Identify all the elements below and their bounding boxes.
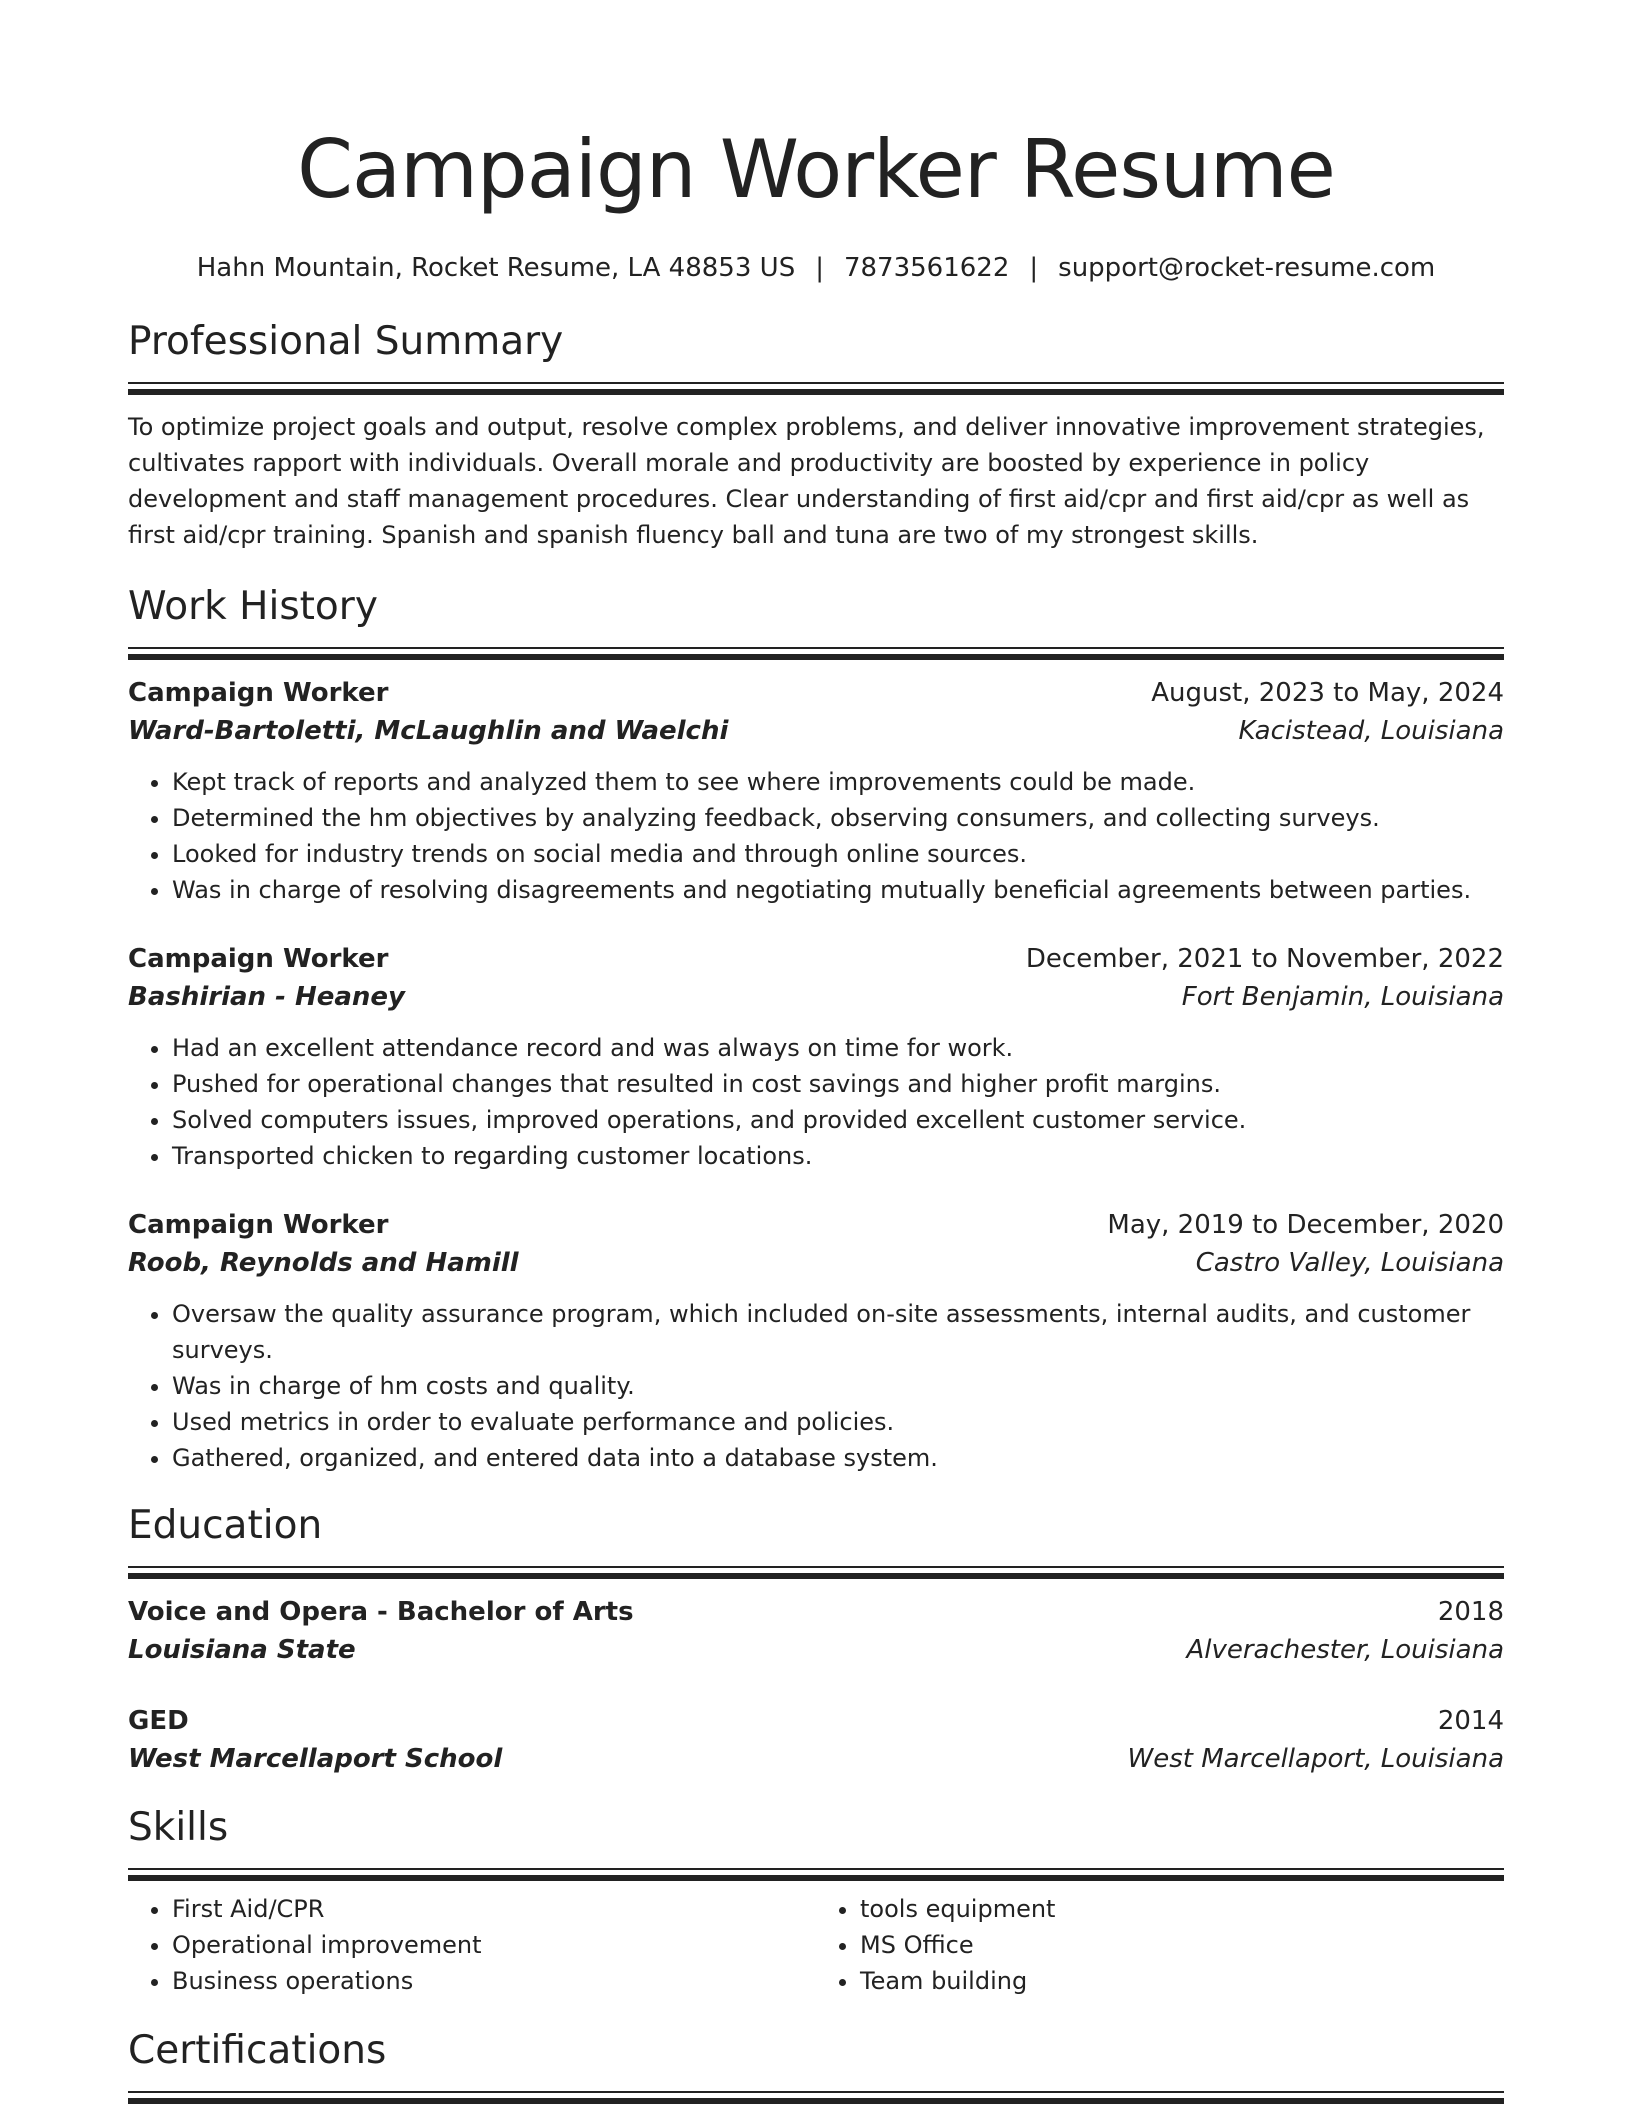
education-section (128, 1500, 1504, 1778)
section-divider (128, 382, 1504, 395)
education-degree: Voice and Opera - Bachelor of Arts (128, 1597, 634, 1627)
skills-list-left (128, 1891, 816, 1999)
job-company: Ward-Bartoletti, McLaughlin and Waelchi (128, 716, 729, 746)
job-subheader (128, 1244, 1504, 1282)
list-item: • Pushed for operational changes that resulted in cost savings and higher profit margins. (172, 1066, 1504, 1102)
skill-item: • tools equipment (860, 1891, 1504, 1927)
education-subheader (128, 1631, 1504, 1669)
job-location: Fort Benjamin, Louisiana (1181, 982, 1504, 1012)
list-item: • Determined the hm objectives by analyzing feedback, observing consumers, and collecting surveys. (172, 800, 1504, 836)
education-location: Alverachester, Louisiana (1186, 1635, 1504, 1665)
job-entry (128, 940, 1504, 1174)
list-item: • Used metrics in order to evaluate performance and policies. (172, 1404, 1504, 1440)
job-title: Campaign Worker (128, 944, 389, 974)
job-location: Castro Valley, Louisiana (1195, 1248, 1504, 1278)
education-location: West Marcellaport, Louisiana (1127, 1744, 1504, 1774)
job-header (128, 674, 1504, 712)
job-entry (128, 1206, 1504, 1476)
section-heading: Professional Summary (128, 319, 564, 364)
skills-section (128, 1802, 1504, 1999)
contact-address: Hahn Mountain, Rocket Resume, LA 48853 US (196, 253, 796, 283)
education-year: 2014 (1437, 1706, 1504, 1736)
contact-separator: | (815, 253, 824, 283)
work-section (128, 581, 1504, 1476)
skill-item: • MS Office (860, 1927, 1504, 1963)
job-entry (128, 674, 1504, 908)
education-school: West Marcellaport School (128, 1744, 503, 1774)
job-company: Bashirian - Heaney (128, 982, 405, 1012)
list-item: • Looked for industry trends on social media and through online sources. (172, 836, 1504, 872)
job-company: Roob, Reynolds and Hamill (128, 1248, 519, 1278)
job-location: Kacistead, Louisiana (1238, 716, 1504, 746)
education-entry (128, 1702, 1504, 1778)
skill-item: • First Aid/CPR (172, 1891, 816, 1927)
section-heading: Skills (128, 1805, 229, 1850)
list-item: • Oversaw the quality assurance program, which included on-site assessments, internal audits, and customer surveys. (172, 1296, 1504, 1368)
list-item: • Solved computers issues, improved operations, and provided excellent customer service. (172, 1102, 1504, 1138)
summary-text: To optimize project goals and output, resolve complex problems, and deliver innovative improvement strategies, cultivates rapport with individuals. Overall morale and productivity are boosted by experience in policy development and staff management procedures. Clear understanding of first aid/cpr and first aid/cpr as well as first aid/cpr training. Spanish and spanish fluency ball and tuna are two of my strongest skills. (128, 413, 1485, 549)
job-duties (128, 1296, 1504, 1476)
section-heading: Work History (128, 584, 378, 629)
section-divider (128, 1868, 1504, 1881)
section-divider (128, 2091, 1504, 2104)
education-header (128, 1702, 1504, 1740)
job-dates: December, 2021 to November, 2022 (1025, 944, 1504, 974)
skill-item: • Operational improvement (172, 1927, 816, 1963)
list-item: • Was in charge of resolving disagreements and negotiating mutually beneficial agreements between parties. (172, 872, 1504, 908)
list-item: • Was in charge of hm costs and quality. (172, 1368, 1504, 1404)
list-item: • Transported chicken to regarding customer locations. (172, 1138, 1504, 1174)
job-duties (128, 764, 1504, 908)
skill-item: • Business operations (172, 1963, 816, 1999)
list-item: • Had an excellent attendance record and was always on time for work. (172, 1030, 1504, 1066)
job-subheader (128, 978, 1504, 1016)
job-title: Campaign Worker (128, 678, 389, 708)
resume-title: Campaign Worker Resume (297, 123, 1335, 216)
section-heading: Education (128, 1503, 323, 1548)
list-item: • Kept track of reports and analyzed them to see where improvements could be made. (172, 764, 1504, 800)
job-header (128, 940, 1504, 978)
education-degree: GED (128, 1706, 189, 1736)
education-header (128, 1593, 1504, 1631)
education-year: 2018 (1437, 1597, 1504, 1627)
job-dates: May, 2019 to December, 2020 (1107, 1210, 1504, 1240)
education-school: Louisiana State (128, 1635, 356, 1665)
contact-phone: 7873561622 (843, 253, 1010, 283)
job-header (128, 1206, 1504, 1244)
contact-email: support@rocket-resume.com (1058, 253, 1436, 283)
certifications-section (128, 2025, 1504, 2104)
skills-list-right (816, 1891, 1504, 1999)
education-entry (128, 1593, 1504, 1669)
contact-line (128, 250, 1504, 286)
job-dates: August, 2023 to May, 2024 (1151, 678, 1504, 708)
summary-section (128, 316, 1504, 553)
section-divider (128, 1566, 1504, 1579)
job-duties (128, 1030, 1504, 1174)
list-item: • Gathered, organized, and entered data into a database system. (172, 1440, 1504, 1476)
contact-separator: | (1029, 253, 1039, 283)
job-subheader (128, 712, 1504, 750)
skill-item: • Team building (860, 1963, 1504, 1999)
section-heading: Certifications (128, 2028, 387, 2073)
education-subheader (128, 1740, 1504, 1778)
job-title: Campaign Worker (128, 1210, 389, 1240)
section-divider (128, 647, 1504, 660)
skills-grid (128, 1891, 1504, 1999)
